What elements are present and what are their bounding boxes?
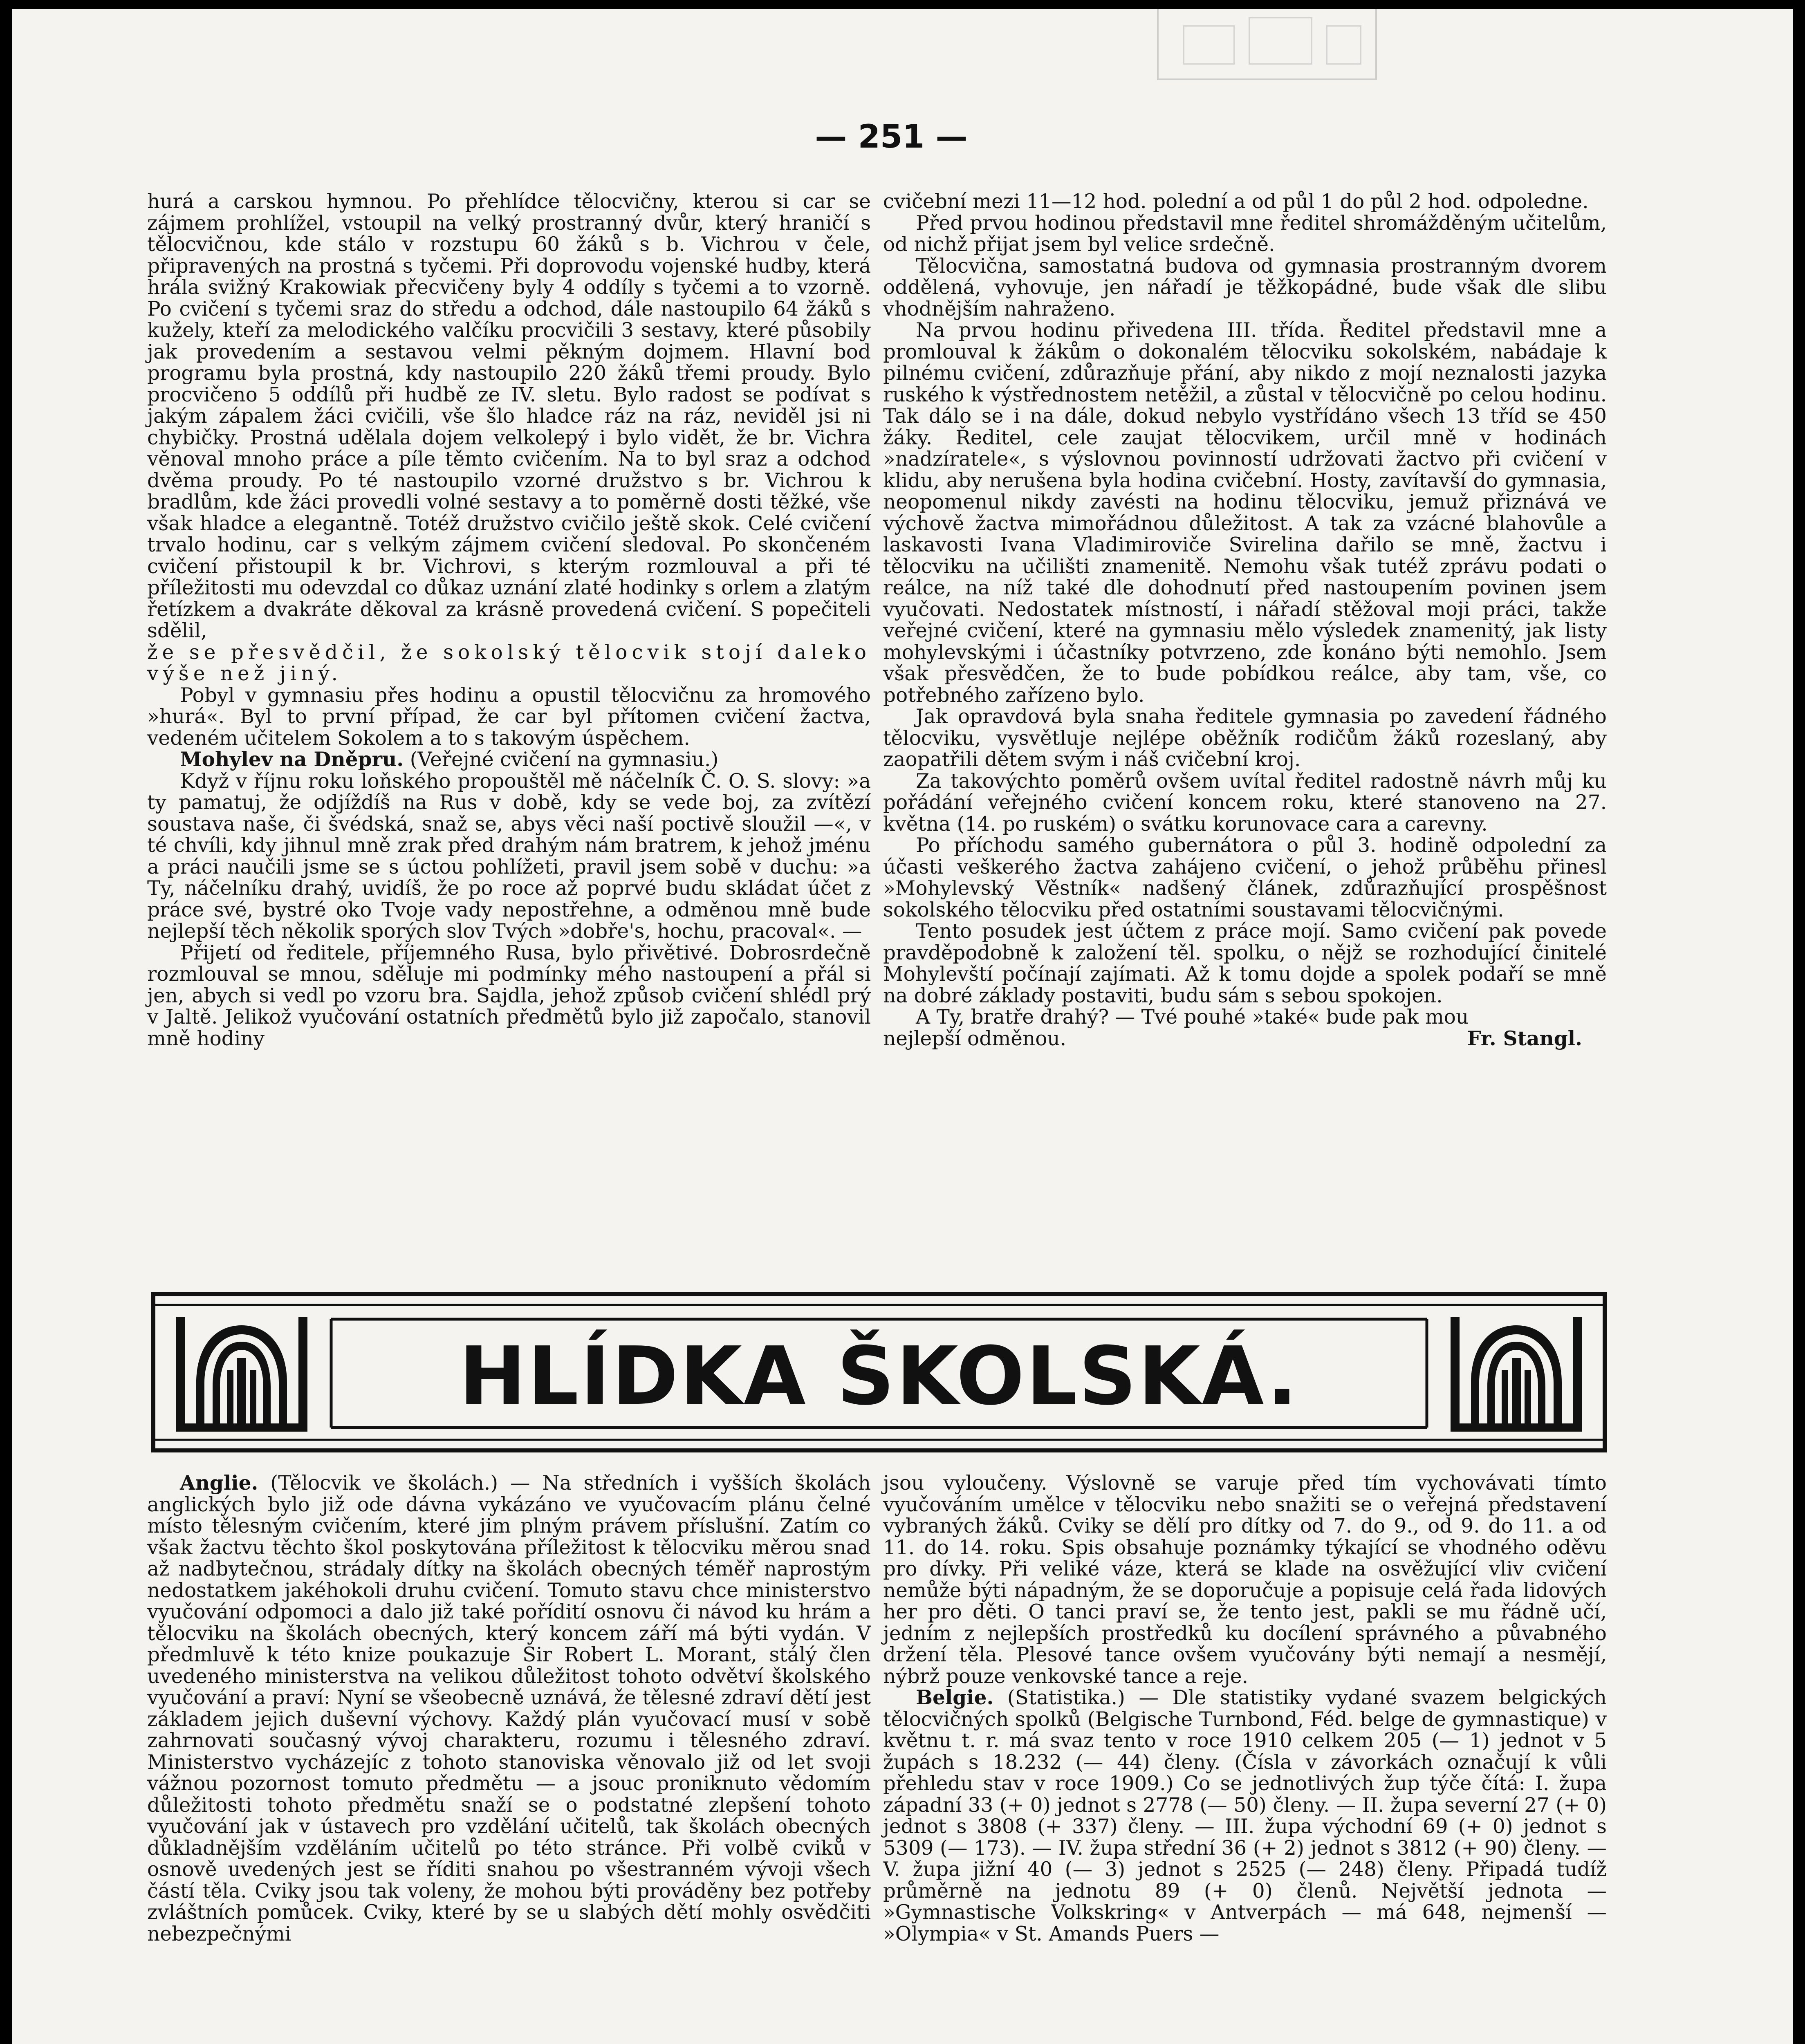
paragraph: Tělocvična, samostatná budova od gymnasia prostranným dvorem oddělená, vyhovuje, jen nářadí je těžkopádné, bude však dle slibu vhodnějším nahraženo. <box>883 254 1607 320</box>
page <box>12 9 1793 2044</box>
paragraph: cvičební mezi 11—12 hod. polední a od půl 1 do půl 2 hod. odpoledne. <box>883 190 1589 213</box>
page-number: — 251 — <box>815 119 968 155</box>
signature-line <box>883 1028 1607 1050</box>
paragraph-heading: Belgie. <box>916 1686 994 1709</box>
article-column-top-right <box>883 191 1607 1049</box>
paragraph: Za takovýchto poměrů ovšem uvítal ředitel radostně návrh můj ku pořádání veřejného cvičení koncem roku, které stanoveno na 27. května (14. po ruském) o svátku korunovace cara a carevny. <box>883 769 1607 836</box>
author-signature: Fr. Stangl. <box>1467 1026 1582 1050</box>
section-paragraph <box>147 749 871 771</box>
section-banner <box>151 1289 1607 1456</box>
paragraph: hurá a carskou hymnou. Po přehlídce tělocvičny, kterou si car se zájmem prohlížel, vstoupil na velký prostranný dvůr, který hraničí s tělocvičnou, kde stálo v rozstupu 60 žáků s b. Vichrou v čele, připravených na prostná s tyčemi. Při doprovodu vojenské hudby, která hrála svižný Krakowiak přecvičeny byly 4 oddíly s tyčemi a to vzorně. Po cvičení s tyčemi sraz do středu a odchod, dále nastoupilo 64 žáků s kužely, kteří za melodického valčíku procvičili 3 sestavy, které působily jak provedením a sestavou velmi pěkným dojmem. Hlavní bod programu byla prostná, kdy nastoupilo 220 žáků třemi proudy. Bylo procvičeno 5 oddílů při hudbě ze IV. sletu. Bylo radost se podívat s jakým zápalem žáci cvičili, vše šlo hladce ráz na ráz, neviděl jsi ni chybičky. Prostná udělala dojem velkolepý i bylo vidět, že br. Vichra věnoval mnoho práce a píle těmto cvičením. Na to byl sraz a odchod dvěma proudy. Po té nastoupilo vzorné družstvo s br. Vichrou k bradlům, kde žáci provedli volné sestavy a to poměrně dosti těžké, vše však hladce a elegantně. Totéž družstvo cvičilo ještě skok. Celé cvičení trvalo hodinu, car s velkým zájmem cvičení sledoval. Po skončeném cvičení přistoupil k br. Vichrovi, s kterým rozmlouval a při té příležitosti mu odevzdal co důkaz uznání zlaté hodinky s orlem a zlatým řetízkem a dvakráte děkoval za krásně provedená cvičení. S popečiteli sdělil, <box>147 190 871 642</box>
paragraph: Když v říjnu roku loňského propouštěl mě náčelník Č. O. S. slovy: »a ty pamatuj, že odjíždíš na Rus v době, kdy se vede boj, za zvítězí soustava naše, či švédská, snaž se, abys věci naší poctivě sloužil —«, v té chvíli, kdy jihnul mně zrak před drahým nám bratrem, k jehož jménu a práci naučili jsme se s úctou pohlížeti, pravil jsem sobě v duchu: »a Ty, náčelníku drahý, uvidíš, že po roce až poprvé budu skládat účet z práce své, bystré oko Tvoje vady nepostřehne, a odměnou mně bude nejlepší těch několik sporých slov Tvých »dobře's, hochu, pracoval«. — <box>147 769 871 943</box>
paragraph: A Ty, bratře drahý? — Tvé pouhé »také« bude pak mou <box>916 1006 1469 1029</box>
article-column-bottom-right <box>883 1472 1607 1945</box>
paragraph: Na prvou hodinu přivedena III. třída. Ředitel představil mne a promlouval k žákům o dokonalém tělocviku sokolském, nabádaje k pilnému cvičení, zdůrazňuje přání, aby nikdo z mojí neznalosti jazyka ruského k výstřednostem netěžil, a zůstal v tělocvičně po celou hodinu. Tak dálo se i na dále, dokud nebylo vystřídáno všech 13 tříd se 450 žáky. Ředitel, cele zaujat tělocvikem, určil mně v hodinách »nadzíratele«, s výslovnou povinností udržovati žactvo při cvičení v klidu, aby nerušena byla hodina cvičební. Hosty, zavítavší do gymnasia, neopomenul nikdy zavésti na hodinu tělocviku, jemuž přiznává ve výchově žactva mimořádnou důležitost. A tak za vzácné blahovůle a laskavosti Ivana Vladimiroviče Svirelina dařilo se mně, žactvu i tělocviku na učilišti znamenitě. Nemohu však tutéž zprávu podati o reálce, na níž také dle dohodnutí před nastoupením povinen jsem vyučovati. Nedostatek místností, i nářadí stěžoval moji práci, takže veřejné cvičení, které na gymnasiu mělo výsledek znamenitý, jak listy mohylevskými i účastníky potvrzeno, zde konáno býti nemohlo. Jsem však přesvědčen, že to bude pobídkou reálce, aby tam, vše, co potřebného zařízeno bylo. <box>883 319 1607 707</box>
paragraph: Pobyl v gymnasiu přes hodinu a opustil tělocvičnu za hromového »hurá«. Byl to první případ, že car byl přítomen cvičení žactva, vedeném učitelem Sokolem a to s takovým úspěchem. <box>147 684 871 750</box>
ornament-right <box>1451 1317 1582 1432</box>
ornament-left <box>176 1317 307 1432</box>
section-title: HLÍDKA ŠKOLSKÁ. <box>459 1330 1299 1423</box>
paragraph-text: (Statistika.) — Dle statistiky vydané svazem belgických tělocvičných spolků (Belgische Turnbond, Féd. belge de gymnastique) v květnu t. r. má svaz tento v roce 1910 celkem 205 (— 1) jednot v 5 župách s 18.232 (— 44) členy. (Čísla v závorkách označují k vůli přehledu stav v roce 1909.) Co se jednotlivých žup týče čítá: I. župa západní 33 (+ 0) jednot s 2778 (— 50) členy. — II. župa severní 27 (+ 0) jednot s 3808 (+ 337) členy. — III. župa východní 69 (+ 0) jednot s 5309 (— 173). — IV. župa střední 36 (+ 2) jednot s 3812 (+ 90) členy. — V. župa jižní 40 (— 3) jednot s 2525 (— 248) členy. Připadá tudíž průměrně na jednotu 89 (+ 0) členů. Největší jednota — »Gymnastische Volkskring« v Antverpách — má 648, nejmenší — »Olympia« v St. Amands Puers — <box>883 1686 1607 1945</box>
stamp-mark <box>1157 9 1377 80</box>
paragraph-heading: Mohylev na Dněpru. <box>180 748 404 771</box>
paragraph-heading: Anglie. <box>180 1471 258 1495</box>
emphasized-text: že se přesvědčil, že sokolský tělocvik stojí daleko výše než jiný. <box>147 641 871 685</box>
paragraph: jsou vyloučeny. Výslovně se varuje před tím vychovávati tímto vyučováním umělce v tělocviku nebo snažiti se o veřejná představení vybraných žáků. Cviky se dělí pro dítky od 7. do 9., od 9. do 11. a od 11. do 14. roku. Spis obsahuje poznámky týkající se vhodného oděvu pro dívky. Při veliké váze, která se klade na osvěžující vliv cvičení nemůže býti nápadným, že se doporučuje a popisuje celá řada lidových her pro děti. O tanci praví se, že tento jest, pakli se mu řádně učí, jedním z nejlepších prostředků ku docílení správného a půvabného držení těla. Plesové tance ovšem vyučovány býti nemají a nesmějí, nýbrž pouze venkovské tance a reje. <box>883 1472 1607 1688</box>
paragraph: Jak opravdová byla snaha ředitele gymnasia po zavedení řádného tělocviku, vysvětluje nejlépe oběžník rodičům žáků rozeslaný, aby zaopatřili dětem svým i náš cvičební kroj. <box>883 705 1607 771</box>
paragraph: Po příchodu samého gubernátora o půl 3. hodině odpolední za účasti veškerého žactva zahájeno cvičení, o jehož průběhu přinesl »Mohylevský Věstník« nadšený článek, zdůrazňující prospěšnost sokolského tělocviku před ostatními soustavami tělocvičnými. <box>883 834 1607 921</box>
paragraph: Tento posudek jest účtem z práce mojí. Samo cvičení pak povede pravděpodobně k založení těl. spolku, o nějž se rozhodující činitelé Mohylevští počínají zajímati. Až k tomu dojde a spolek podaří se mně na dobré základy postaviti, budu sám s sebou spokojen. <box>883 920 1607 1007</box>
paragraph-text: (Veřejné cvičení na gymnasiu.) <box>410 748 719 771</box>
section-paragraph <box>883 1687 1607 1945</box>
closing-text: nejlepší odměnou. <box>883 1027 1067 1050</box>
article-column-top-left <box>147 191 871 1049</box>
paragraph-text: (Tělocvik ve školách.) — Na středních i vyšších školách anglických bylo již ode dávna vykázáno ve vyučovacím plánu čelné místo tělesným cvičením, které jim plným právem příslušní. Zatím co však žactvu těchto škol poskytována příležitost k tělocviku měrou snad až nadbytečnou, strádaly dítky na školách obecných téměř naprostým nedostatkem jakéhokoli druhu cvičení. Tomuto stavu chce ministerstvo vyučování odpomoci a dalo již také pořídití osnovu či návod ku hrám a tělocviku na školách obecných, který koncem září má býti vydán. V předmluvě k této knize poukazuje Sir Robert L. Morant, stálý člen uvedeného ministerstva na velikou důležitost tohoto odvětví školského vyučování a praví: Nyní se všeobecně uznává, že tělesné zdraví dětí jest základem jejich duševní výchovy. Každý plán vyučovací musí v sobě zahrnovati současný vývoj charakteru, rozumu i tělesného zdraví. Ministerstvo vycházejíc z tohoto stanoviska věnovalo již od let svoji vážnou pozornost tomuto předmětu — a jsouc proniknuto vědomím důležitosti tohoto předmětu snaží se o podstatné zlepšení tohoto vyučování jak v ústavech pro vzdělání učitelů, tak školách obecných důkladnějším vzděláním učitelů po této stránce. Při volbě cviků v osnově uvedených jest se říditi snahou po všestranném vývoji všech částí těla. Cviky jsou tak voleny, že mohou býti prováděny bez potřeby zvláštních pomůcek. Cviky, které by se u slabých dětí mohly osvědčiti nebezpečnými <box>147 1472 871 1945</box>
article-column-bottom-left <box>147 1472 871 1945</box>
paragraph: Před prvou hodinou představil mne ředitel shromážděným učitelům, od nichž přijat jsem byl velice srdečně. <box>883 211 1607 256</box>
section-paragraph <box>147 1472 871 1945</box>
paragraph: Přijetí od ředitele, příjemného Rusa, bylo přivětivé. Dobrosrdečně rozmlouval se mnou, sděluje mi podmínky mého nastoupení a přál si jen, abych si vedl po vzoru bra. Sajdla, jehož způsob cvičení shlédl prý v Jaltě. Jelikož vyučování ostatních předmětů bylo již započalo, stanovil mně hodiny <box>147 941 871 1050</box>
